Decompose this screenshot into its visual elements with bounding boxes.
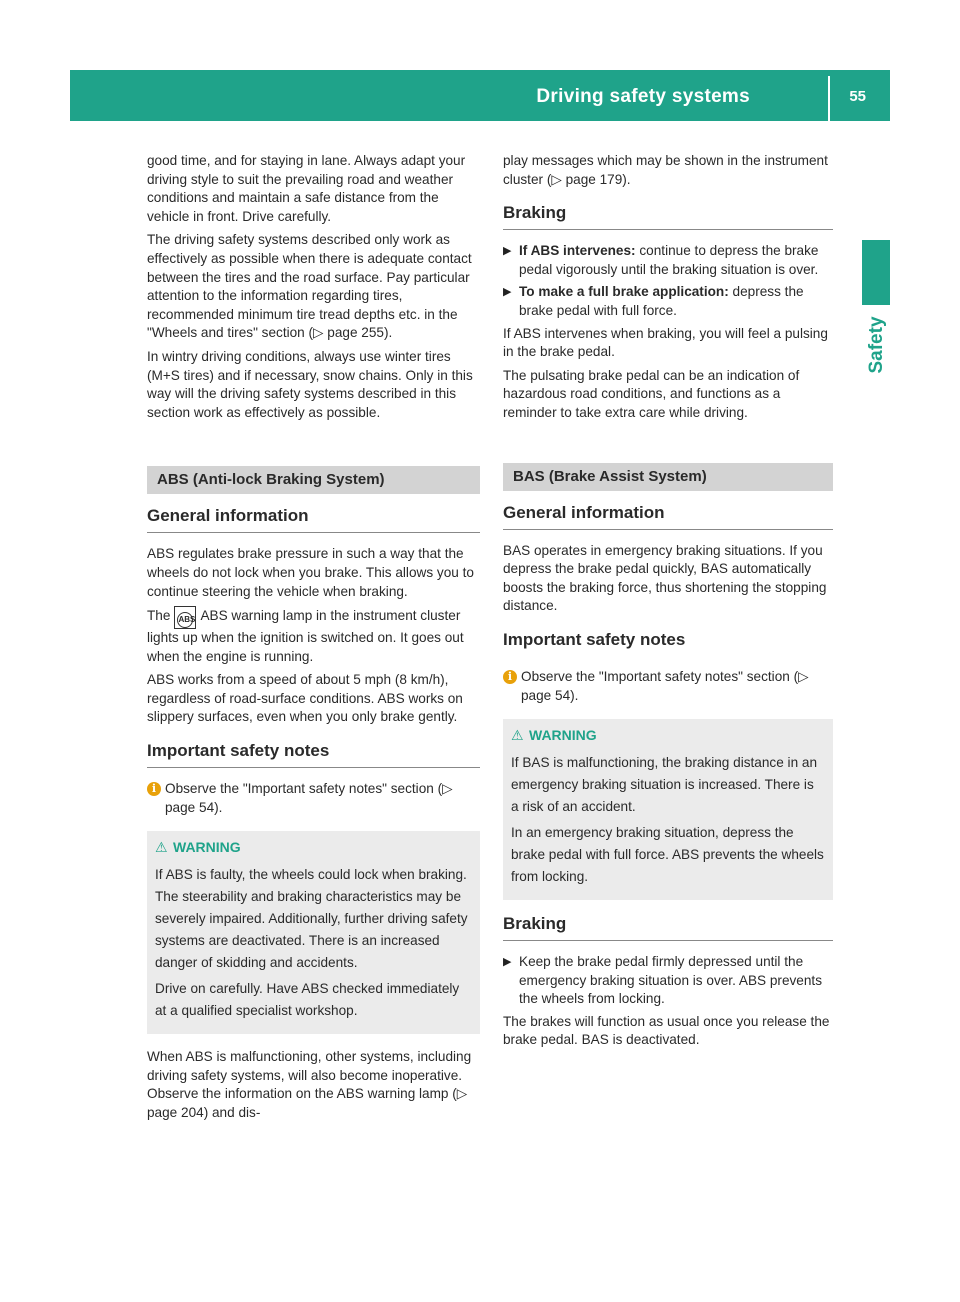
side-tab-label: Safety (866, 316, 887, 374)
right-column (503, 152, 833, 1055)
left-column (147, 152, 480, 1128)
heading-important-safety-notes: Important safety notes (503, 629, 686, 649)
warning-text: If ABS is faulty, the wheels could lock when braking. The steerability and braking characteristics may be severely impaired. Additionally, further driving safety systems are deactivated. There is an increased danger of skidding and accidents. (155, 867, 468, 971)
warning-box: ⚠ WARNING If ABS is faulty, the wheels could lock when braking. The steerability and braking characteristics may be severely impaired. Additionally, further driving safety systems are deactivated. There is an increased danger of skidding and accidents. Drive on carefully. Have ABS checked immediately at a qualified specialist workshop. (147, 831, 480, 1034)
warning-text: Drive on carefully. Have ABS checked immediately at a qualified specialist workshop. (155, 981, 460, 1019)
info-icon: i (147, 782, 161, 796)
paragraph: In wintry driving conditions, always use winter tires (M+S tires) and if necessary, snow chains. Only in this way will the driving safety systems described in this section work as effectively as possible. (147, 348, 473, 420)
heading-important-safety-notes: Important safety notes (147, 741, 480, 768)
warning-triangle-icon: ⚠ (511, 727, 524, 744)
info-note: i Observe the "Important safety notes" section (▷ page 54). (503, 668, 833, 705)
paragraph: The ABS ABS warning lamp in the instrument cluster lights up when the ignition is switched on. It goes out when the engine is running. (147, 608, 464, 664)
side-tab-marker (862, 240, 890, 305)
step-item: ▶ To make a full brake application: depress the brake pedal with full force. (503, 284, 804, 318)
heading-general-information: General information (503, 503, 833, 530)
header-title: Driving safety systems (536, 86, 750, 107)
paragraph: When ABS is malfunctioning, other systems, including driving safety systems, will also become inoperative. Observe the information on the ABS warning lamp (▷ page 204) and dis- (147, 1049, 472, 1121)
step-item: ▶ If ABS intervenes: continue to depress the brake pedal vigorously until the braking situation is over. (503, 243, 819, 277)
step-arrow-icon: ▶ (503, 956, 512, 969)
paragraph: The pulsating brake pedal can be an indication of hazardous road conditions, and functions as a reminder to take extra care while driving. (503, 367, 800, 420)
section-heading-bas: BAS (Brake Assist System) (503, 463, 833, 491)
info-icon: i (503, 670, 517, 684)
paragraph: play messages which may be shown in the instrument cluster (▷ page 179). (503, 153, 828, 187)
paragraph: BAS operates in emergency braking situations. If you depress the brake pedal quickly, BAS automatically boosts the braking force, thus shortening the stopping distance. (503, 542, 827, 614)
abs-warning-lamp-icon: ABS (174, 606, 196, 629)
section-heading-abs: ABS (Anti-lock Braking System) (147, 466, 480, 494)
warning-text: In an emergency braking situation, depress the brake pedal with full force. ABS prevents the wheels from locking. (511, 825, 824, 885)
page-number: 55 (849, 88, 866, 105)
paragraph: good time, and for staying in lane. Always adapt your driving style to suit the prevailing road and weather conditions and maintain a safe distance from the vehicle in front. Drive carefully. (147, 153, 466, 224)
heading-braking: Braking (503, 914, 833, 941)
paragraph: ABS works from a speed of about 5 mph (8 km/h), regardless of road-surface conditions. ABS works on slippery surfaces, even when you only brake gently. (147, 672, 463, 725)
warning-box: ⚠ WARNING If BAS is malfunctioning, the braking distance in an emergency braking situation is increased. There is a risk of an accident. In an emergency braking situation, depress the brake pedal with full force. ABS prevents the wheels from locking. (503, 719, 833, 900)
info-note: i Observe the "Important safety notes" section (▷ page 54). (147, 780, 480, 817)
header-bar (70, 70, 890, 121)
warning-text: If BAS is malfunctioning, the braking distance in an emergency braking situation is increased. There is a risk of an accident. (511, 755, 818, 815)
heading-braking: Braking (503, 203, 833, 230)
step-arrow-icon: ▶ (503, 245, 512, 258)
paragraph: The brakes will function as usual once you release the brake pedal. BAS is deactivated. (503, 1013, 830, 1048)
header-separator (828, 76, 830, 121)
paragraph: The driving safety systems described only work as effectively as possible when there is adequate contact between the tires and the road surface. Pay particular attention to the information regarding tires, recommended minimum tire tread depths etc. in the "Wheels and tires" section (▷ page 255). (147, 232, 472, 341)
step-arrow-icon: ▶ (503, 286, 512, 299)
step-item: ▶ Keep the brake pedal firmly depressed until the emergency braking situation is over. ABS prevents the wheels from locking. (503, 954, 822, 1007)
heading-general-information: General information (147, 506, 480, 533)
paragraph: If ABS intervenes when braking, you will feel a pulsing in the brake pedal. (503, 325, 828, 360)
paragraph: ABS regulates brake pressure in such a way that the wheels do not lock when you brake. This allows you to continue steering the vehicle when braking. (147, 546, 474, 599)
warning-triangle-icon: ⚠ (155, 839, 168, 856)
